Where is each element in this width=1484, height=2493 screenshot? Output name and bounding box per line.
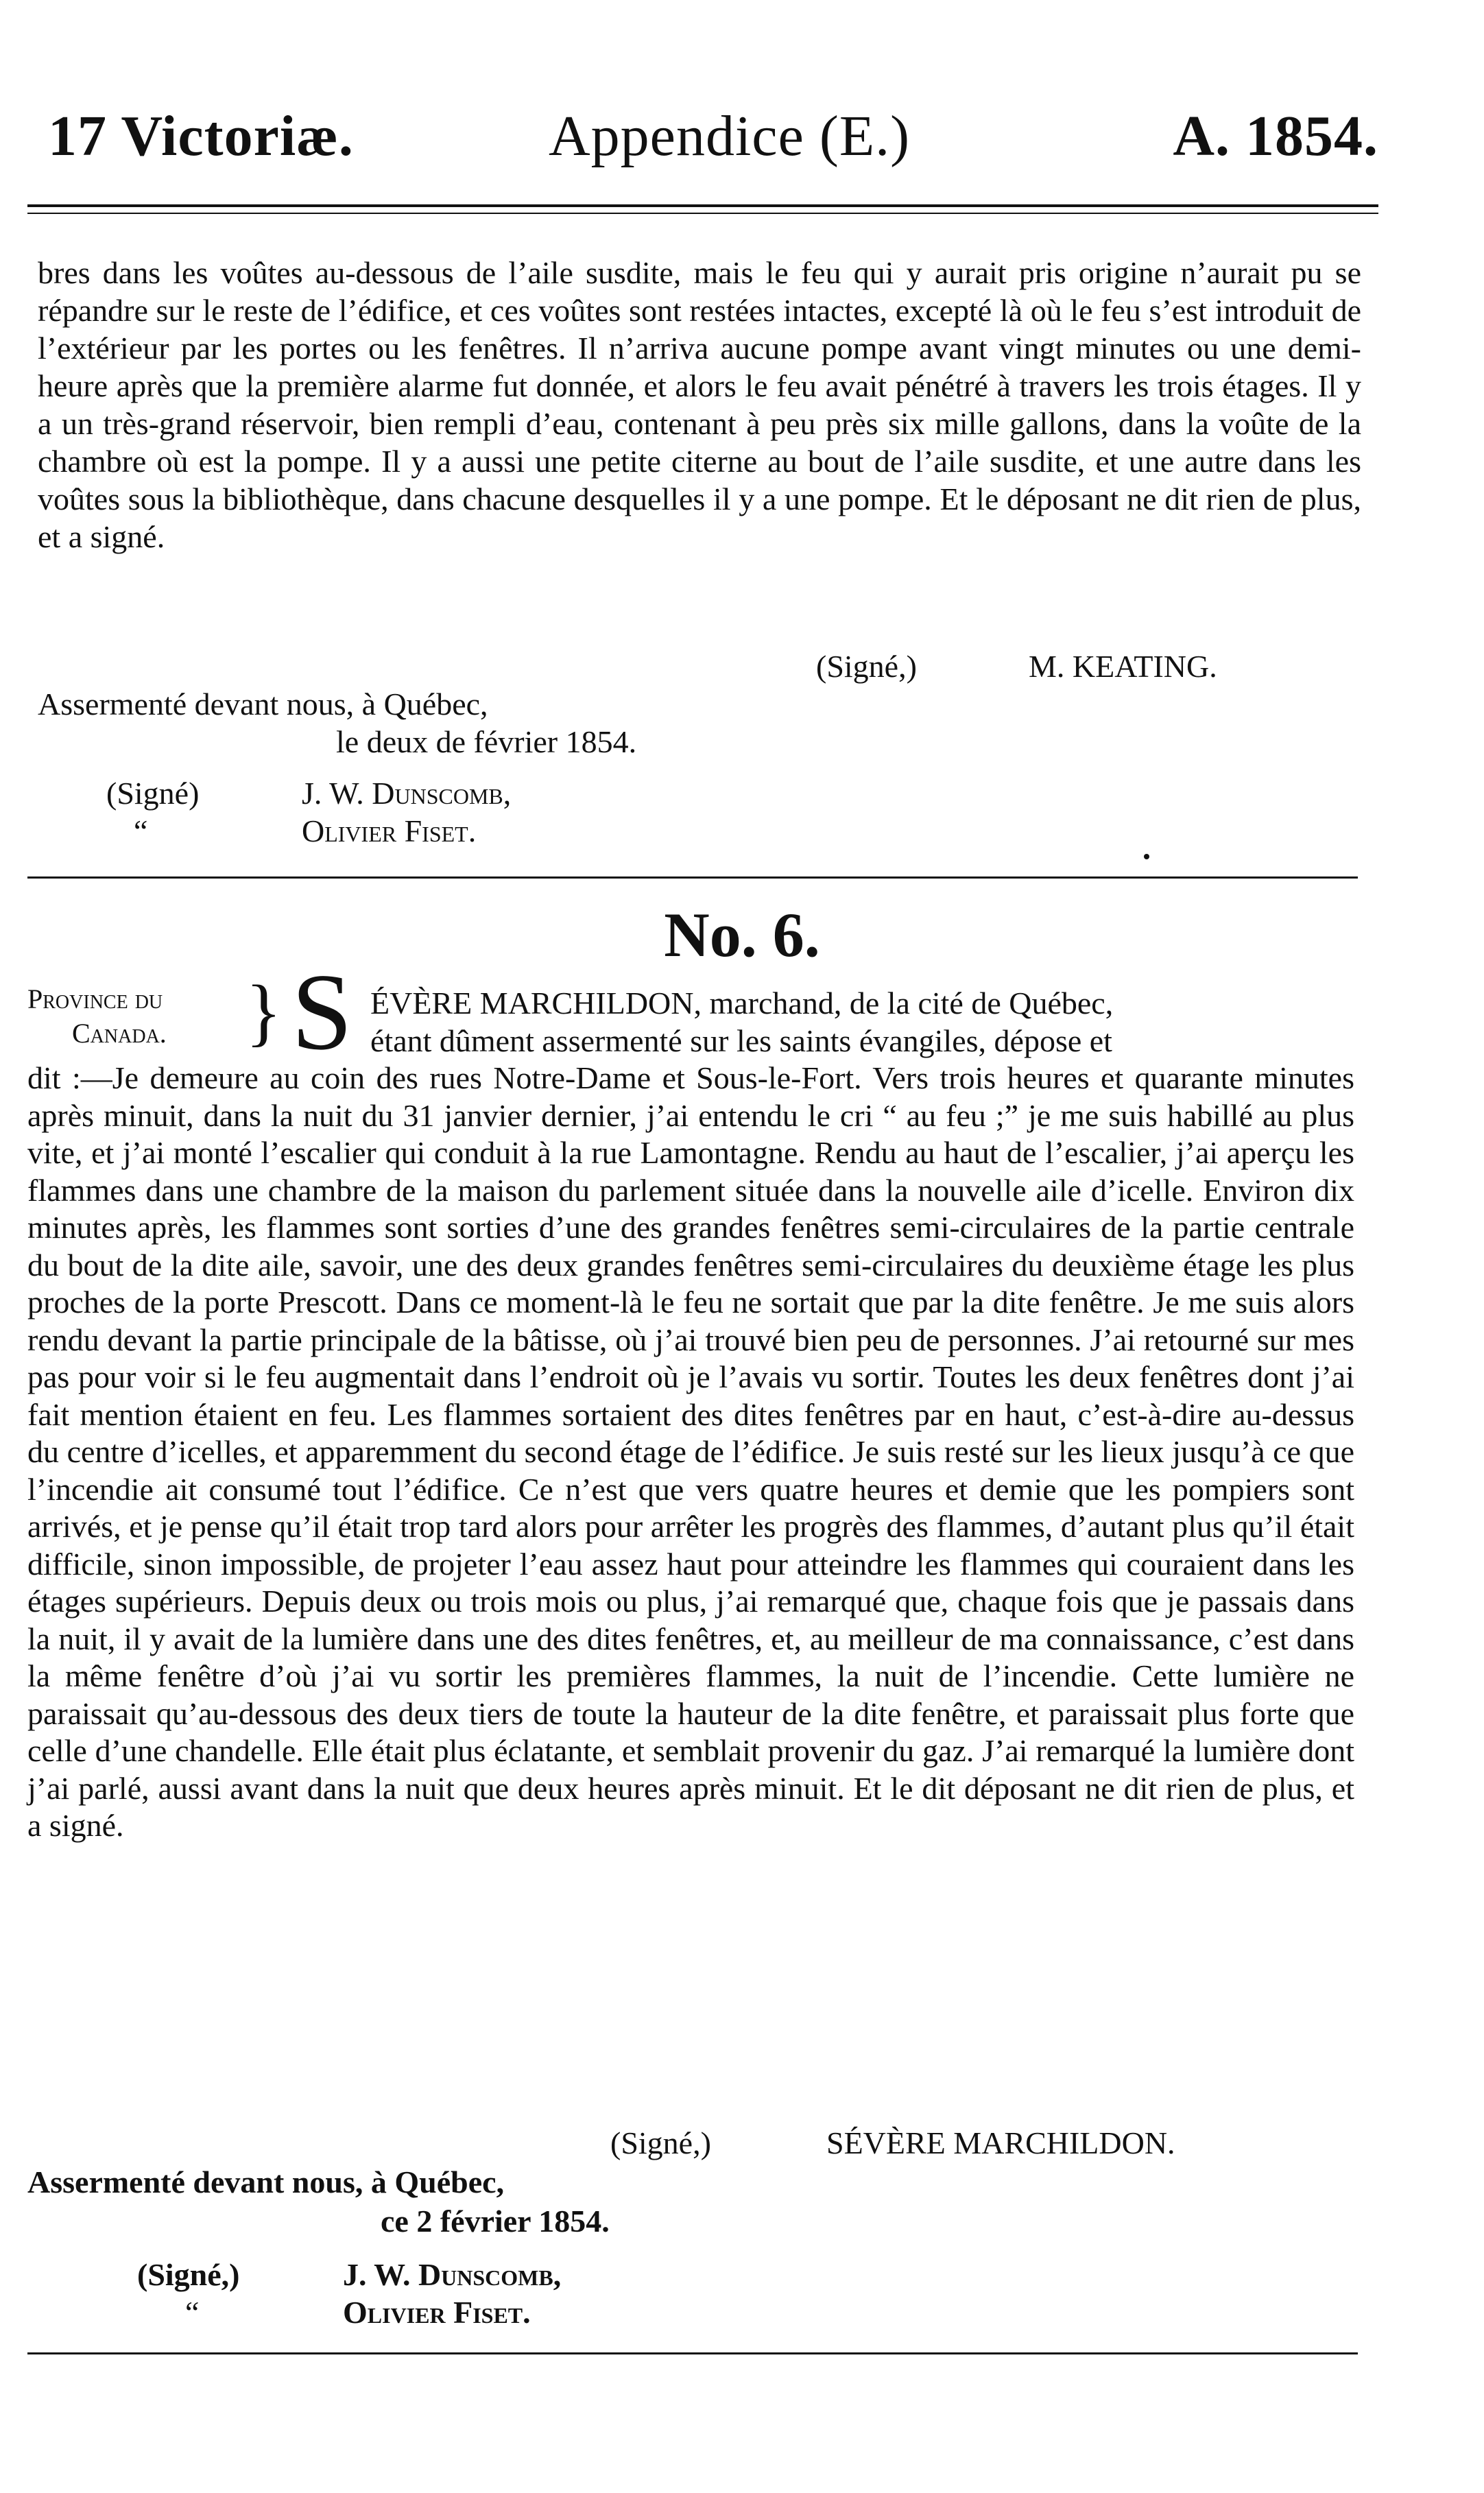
marchildon-deposition-text: dit :—Je demeure au coin des rues Notre-Dame et Sous-le-Fort. Vers trois heures et quarante minutes après minuit, dans la nuit du 31 janvier dernier, j’ai entendu le cri “ au feu ;” je me suis habillé au plus vite, et j’ai monté l’escalier qui conduit à la rue Lamontagne. Rendu au haut de l’escalier, j’ai aperçu les flammes dans une chambre de la maison du parlement située dans la nouvelle aile d’icelle. Environ dix minutes après, les flammes sont sorties d’une des grandes fenêtres semi-circulaires de la partie centrale du bout de la dite aile, savoir, une des deux grandes fenêtres semi-circulaires du deuxième étage les plus proches de la porte Prescott. Dans ce moment-là le feu ne sortait que par la dite fenêtre. Je me suis alors rendu devant la partie principale de la bâtisse, où j’ai trouvé bien peu de personnes. J’ai retourné sur mes pas pour voir si le feu augmentait dans l’endroit où je l’avais vu sortir. Toutes les deux fenêtres dont j’ai fait mention étaient en feu. Les flammes sortaient des dites fenêtres par en haut, c’est-à-dire au-dessus du centre d’icelles, et apparemment du second étage de l’édifice. Je suis resté sur les lieux jusqu’à ce que l’incendie ait consumé tout l’édifice. Ce n’est que vers quatre heures et demie que les pompiers sont arrivés, et je pense qu’il était trop tard alors pour arrêter les progrès des flammes, d’autant plus qu’il était difficile, sinon impossible, de projeter l’eau assez haut pour atteindre les flammes qui couraient dans les étages supérieurs. Depuis deux ou trois mois ou plus, j’ai remarqué que, chaque fois que je passais dans la nuit, il y avait de la lumière dans une des dites fenêtres, et, au meilleur de ma connaissance, c’est dans la même fenêtre d’où j’ai vu sortir les premières flammes, la nuit de l’incendie. Cette lumière ne paraissait qu’au-dessous des deux tiers de toute la hauteur de la dite fenêtre, et paraissait plus forte que celle d’une chandelle. Elle était plus éclatante, et semblait provenir du gaz. J’ai remarqué la lumière dont j’ai parlé, aussi avant dans la nuit que deux heures après minuit. Et le dit déposant ne dit rien de plus, et a signé.	[27, 1060, 1354, 1843]
marchildon-intro-line1: ÉVÈRE MARCHILDON, marchand, de la cité de Québec,	[370, 986, 1114, 1021]
bottom-rule	[27, 2352, 1358, 2354]
keating-sworn-line1: Assermenté devant nous, à Québec,	[38, 687, 488, 721]
marchildon-sworn-line1: Assermenté devant nous, à Québec,	[27, 2164, 505, 2199]
marchildon-intro-line2: étant dûment assermenté sur les saints évangiles, dépose et	[370, 1023, 1112, 1058]
keating-deposition-text: bres dans les voûtes au-dessous de l’aile susdite, mais le feu qui y aurait pris origine n’aurait pu se répandre sur le reste de l’édifice, et ces voûtes sont restées intactes, excepté là où le feu s’est introduit de l’extérieur par les portes ou les fenêtres. Il n’arriva aucune pompe avant vingt minutes ou une demi-heure après que la première alarme fut donnée, et alors le feu avait pénétré à travers les trois étages. Il y a un très-grand réservoir, bien rempli d’eau, contenant à peu près six mille gallons, dans la voûte de la chambre où est la pompe. Il y a aussi une petite citerne au bout de l’aile susdite, et une autre dans les voûtes sous la bibliothèque, dans chacune desquelles il y a une pompe. Et le déposant ne dit rien de plus, et a signé.	[38, 255, 1361, 554]
drop-cap-letter: S	[291, 951, 352, 1073]
marchildon-ditto-mark: “	[185, 2295, 200, 2330]
page-header	[48, 103, 1378, 178]
marchildon-witness-label: (Signé,)	[137, 2257, 240, 2292]
keating-signature: M. KEATING.	[1029, 649, 1217, 684]
keating-witness-2: Olivier Fiset.	[302, 813, 477, 848]
section-divider	[27, 876, 1358, 879]
marchildon-sworn-line2: ce 2 février 1854.	[381, 2204, 610, 2239]
keating-witness-1: J. W. Dunscomb,	[302, 776, 512, 811]
header-double-rule	[27, 204, 1378, 214]
keating-signed-label: (Signé,)	[816, 649, 917, 684]
margin-jurisdiction	[27, 982, 167, 1051]
keating-ditto-mark: “	[134, 813, 148, 848]
header-year: A. 1854.	[1173, 104, 1378, 168]
keating-witness-label: (Signé)	[106, 776, 200, 811]
header-appendix: Appendice (E.)	[549, 104, 911, 168]
marchildon-witness-2: Olivier Fiset.	[343, 2295, 531, 2330]
deposition-number: No. 6.	[664, 900, 820, 970]
margin-province: Province du	[27, 983, 163, 1014]
marchildon-witness-1: J. W. Dunscomb,	[343, 2257, 562, 2292]
marchildon-signature: SÉVÈRE MARCHILDON.	[826, 2125, 1175, 2160]
brace-glyph: }	[246, 970, 282, 1053]
keating-sworn-line2: le deux de février 1854.	[336, 724, 637, 759]
margin-canada: Canada.	[72, 1018, 167, 1049]
header-session: 17 Victoriæ.	[48, 104, 354, 168]
stray-ink-dot	[1144, 854, 1149, 859]
marchildon-signed-label: (Signé,)	[610, 2125, 711, 2160]
